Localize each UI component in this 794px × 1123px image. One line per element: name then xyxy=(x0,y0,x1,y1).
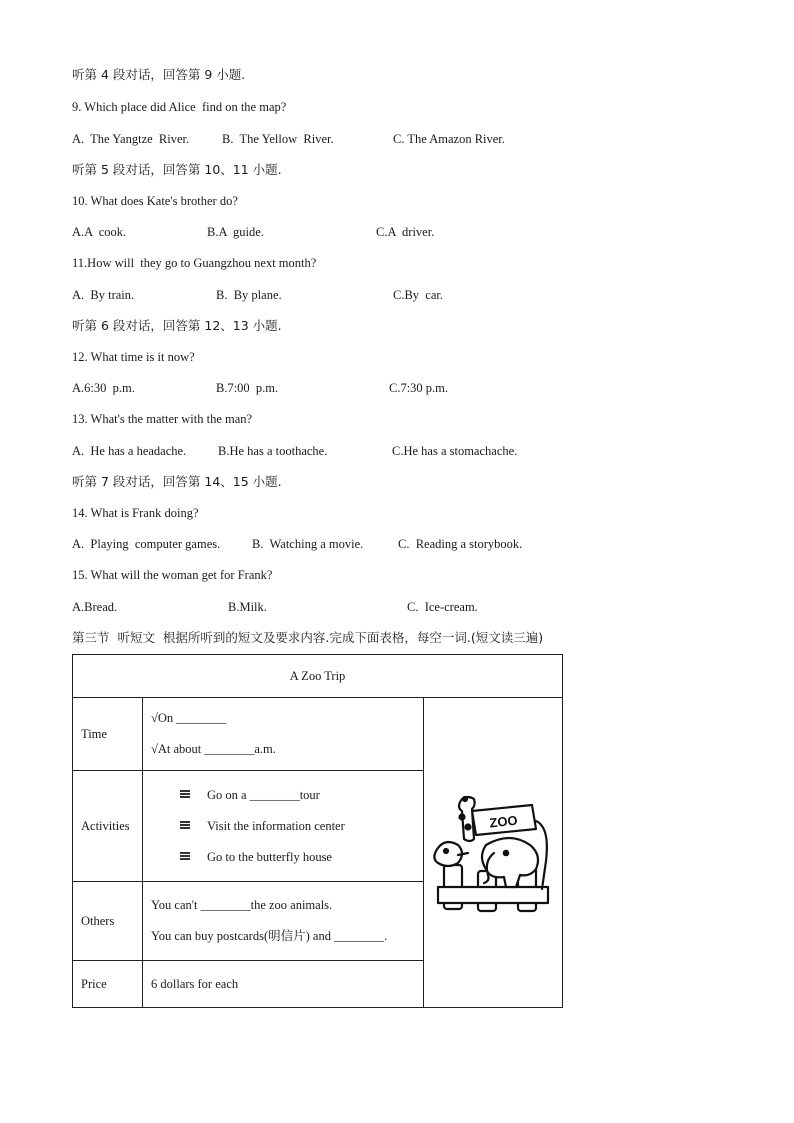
activities-cell xyxy=(143,771,424,882)
time-line-hour: √At about ________a.m. xyxy=(151,742,276,756)
q13-question: 13. What's the matter with the man? xyxy=(72,412,253,426)
section5-heading: 听第 5 段对话，回答第 10、11 小题. xyxy=(72,162,282,177)
q14-option-a: A. Playing computer games. xyxy=(72,537,221,551)
q11-question: 11.How will they go to Guangzhou next month? xyxy=(72,256,317,270)
q15-option-c: C. Ice-cream. xyxy=(407,600,478,614)
zoo-animals-illustration xyxy=(432,791,554,915)
price-value: 6 dollars for each xyxy=(143,961,424,1008)
zoo-illustration-cell xyxy=(424,698,563,1008)
time-cell xyxy=(143,698,424,771)
q10-option-a: A.A cook. xyxy=(72,225,127,239)
others-cell xyxy=(143,882,424,961)
q15-option-a: A.Bread. xyxy=(72,600,118,614)
book-bullet-icon xyxy=(179,850,191,862)
activity-item xyxy=(179,780,415,811)
q15-question: 15. What will the woman get for Frank? xyxy=(72,568,273,582)
section6-heading: 听第 6 段对话，回答第 12、13 小题. xyxy=(72,318,282,333)
q11-option-c: C.By car. xyxy=(393,288,443,302)
q9-option-a: A. The Yangtze River. xyxy=(72,132,190,146)
book-bullet-icon xyxy=(179,788,191,800)
activity-tour: Go on a ________tour xyxy=(207,787,320,802)
q10-question: 10. What does Kate's brother do? xyxy=(72,194,238,208)
activity-item xyxy=(179,811,415,842)
others-label: Others xyxy=(73,882,143,961)
time-line-date: √On ________ xyxy=(151,711,227,725)
q13-option-b: B.He has a toothache. xyxy=(218,444,328,458)
q10-option-b: B.A guide. xyxy=(207,225,264,239)
q9-option-c: C. The Amazon River. xyxy=(393,132,505,146)
others-line-rule: You can't ________the zoo animals. xyxy=(151,898,333,912)
q12-option-b: B.7:00 p.m. xyxy=(216,381,279,395)
table-title: A Zoo Trip xyxy=(73,655,563,698)
q15-option-b: B.Milk. xyxy=(228,600,267,614)
q12-option-c: C.7:30 p.m. xyxy=(389,381,449,395)
price-label: Price xyxy=(73,961,143,1008)
q9-question: 9. Which place did Alice find on the map? xyxy=(72,100,287,114)
q10-option-c: C.A driver. xyxy=(376,225,435,239)
q11-option-b: B. By plane. xyxy=(216,288,282,302)
q12-question: 12. What time is it now? xyxy=(72,350,195,364)
section4-heading: 听第 4 段对话，回答第 9 小题. xyxy=(72,67,246,82)
activity-information-center: Visit the information center xyxy=(207,818,345,833)
book-bullet-icon xyxy=(179,819,191,831)
activity-item xyxy=(179,842,415,873)
zoo-sign-text: ZOO xyxy=(488,812,519,830)
part3-heading: 第三节 听短文 根据所听到的短文及要求内容.完成下面表格，每空一词.(短文读三遍) xyxy=(72,630,544,645)
q9-option-b: B. The Yellow River. xyxy=(222,132,334,146)
q14-option-c: C. Reading a storybook. xyxy=(398,537,523,551)
q11-option-a: A. By train. xyxy=(72,288,135,302)
q14-option-b: B. Watching a movie. xyxy=(252,537,364,551)
q14-question: 14. What is Frank doing? xyxy=(72,506,199,520)
q13-option-c: C.He has a stomachache. xyxy=(392,444,518,458)
time-label: Time xyxy=(73,698,143,771)
activities-label: Activities xyxy=(73,771,143,882)
zoo-trip-table xyxy=(72,654,563,1008)
activity-butterfly-house: Go to the butterfly house xyxy=(207,849,332,864)
others-line-postcards: You can buy postcards(明信片) and ________. xyxy=(151,929,388,943)
section7-heading: 听第 7 段对话，回答第 14、15 小题. xyxy=(72,474,282,489)
q12-option-a: A.6:30 p.m. xyxy=(72,381,135,395)
q13-option-a: A. He has a headache. xyxy=(72,444,187,458)
